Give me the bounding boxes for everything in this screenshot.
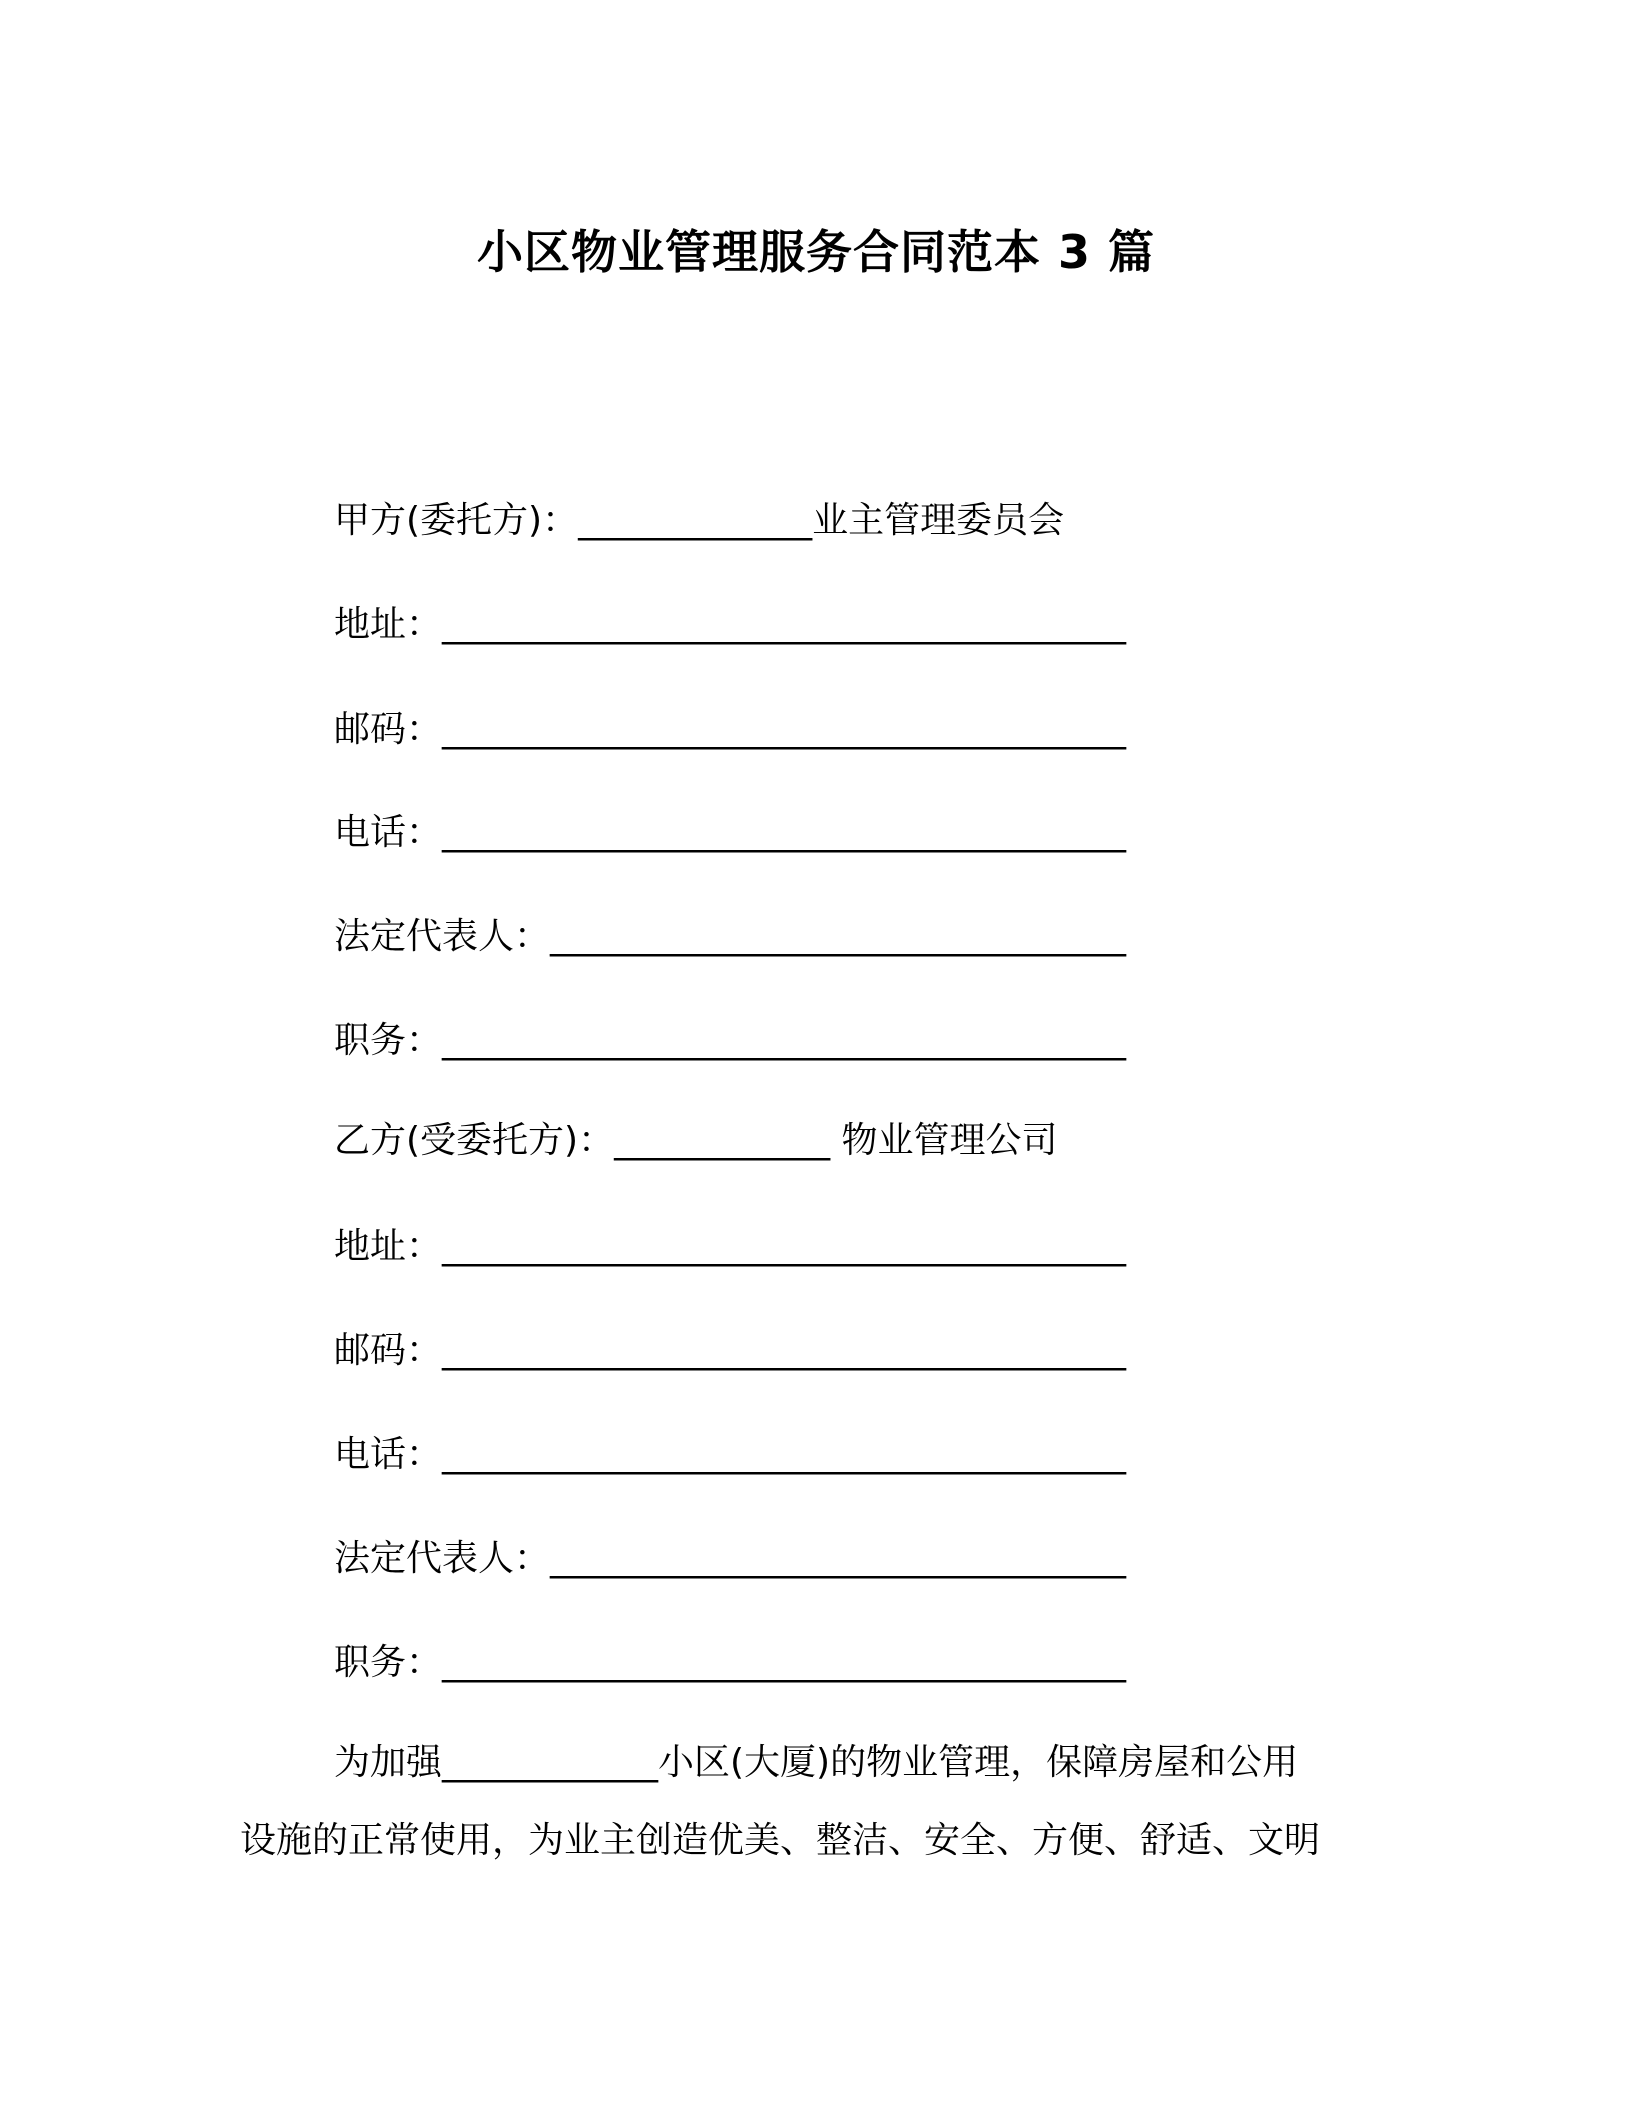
party-a-position: 职务：______________________________________ [334,1020,1127,1061]
document-title: 小区物业管理服务合同范本 3 篇 [476,225,1156,279]
party-b-heading: 乙方(受委托方)：____________ 物业管理公司 [334,1120,1058,1161]
paragraph-line-2: 设施的正常使用，为业主创造优美、整洁、安全、方便、舒适、文明 [240,1820,1321,1861]
party-b-address: 地址：______________________________________ [334,1226,1127,1267]
party-a-legal-rep: 法定代表人：________________________________ [334,916,1127,957]
paragraph-line-1: 为加强____________小区(大厦)的物业管理，保障房屋和公用 [334,1742,1299,1783]
party-a-phone: 电话：______________________________________ [334,812,1127,853]
party-a-heading: 甲方(委托方)：_____________业主管理委员会 [334,500,1065,541]
party-b-phone: 电话：______________________________________ [334,1434,1127,1475]
party-b-position: 职务：______________________________________ [334,1642,1127,1683]
party-a-postcode: 邮码：______________________________________ [334,709,1127,750]
party-a-address: 地址：______________________________________ [334,604,1127,645]
party-b-postcode: 邮码：______________________________________ [334,1330,1127,1371]
party-b-legal-rep: 法定代表人：________________________________ [334,1538,1127,1579]
